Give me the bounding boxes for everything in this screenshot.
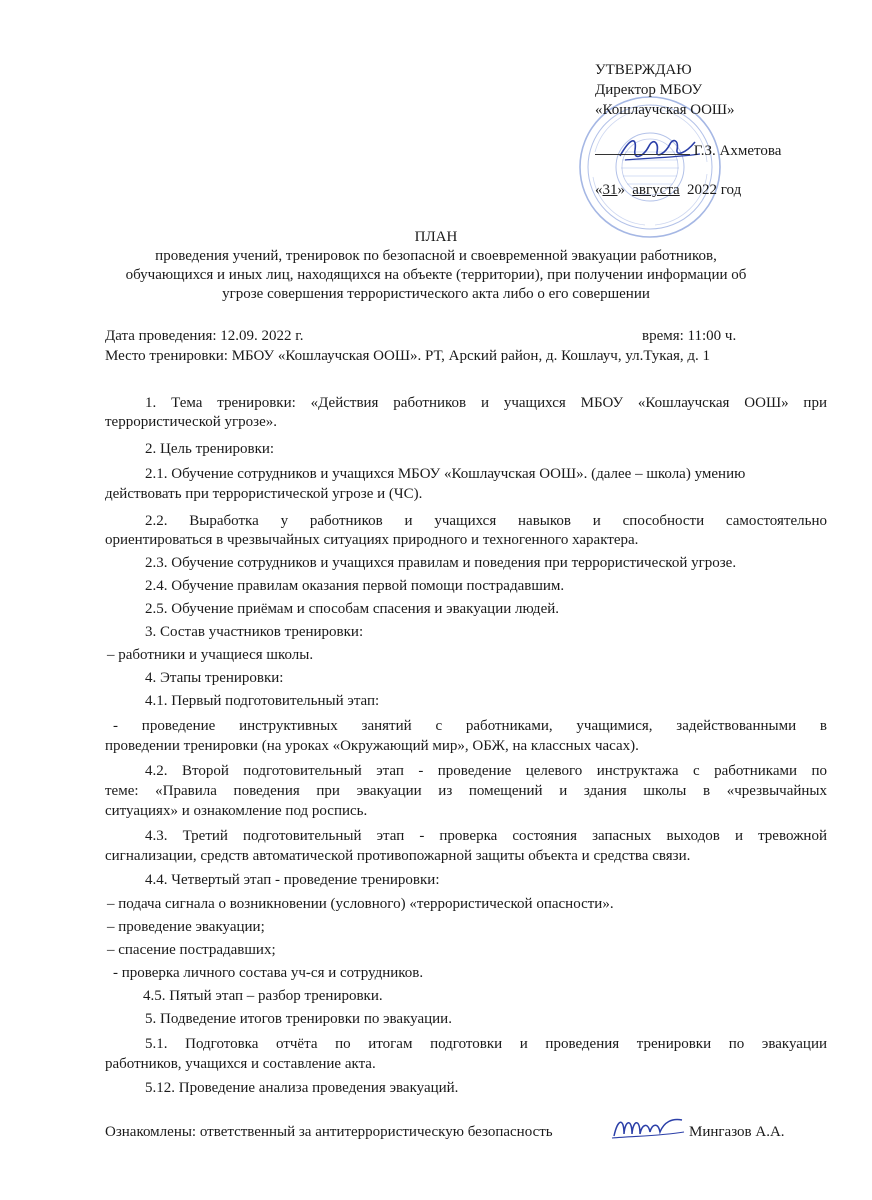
body-line: теме: «Правила поведения при эвакуации из помещений и здания школы в «чрезвычайных — [105, 783, 827, 799]
approval-block — [595, 60, 781, 200]
body-line: ситуациях» и ознакомление под роспись. — [105, 803, 368, 819]
body-line: - проверка личного состава уч-ся и сотрудников. — [113, 965, 424, 981]
body-line: 2.4. Обучение правилам оказания первой помощи пострадавшим. — [145, 578, 565, 594]
date-quote-close: » — [617, 182, 625, 198]
body-line: 4.2. Второй подготовительный этап - проведение целевого инструктажа с работниками по — [145, 763, 827, 779]
document-title: ПЛАН — [414, 229, 458, 245]
body-line: 3. Состав участников тренировки: — [145, 624, 364, 640]
document-subtitle — [100, 247, 772, 304]
body-line: проведении тренировки (на уроках «Окружающий мир», ОБЖ, на классных часах). — [105, 738, 639, 754]
body-line: сигнализации, средств автоматической противопожарной защиты объекта и средства связи. — [105, 848, 691, 864]
body-line: 2.2. Выработка у работников и учащихся навыков и способности самостоятельно — [145, 513, 827, 529]
body-line: 1. Тема тренировки: «Действия работников и учащихся МБОУ «Кошлаучская ООШ» при — [145, 395, 827, 411]
date-day: 31 — [602, 182, 618, 198]
body-line: 2.1. Обучение сотрудников и учащихся МБОУ «Кошлаучская ООШ». (далее – школа) умению — [145, 466, 746, 482]
date-year: 2022 год — [687, 182, 742, 198]
body-line: 4.3. Третий подготовительный этап - проверка состояния запасных выходов и тревожной — [145, 828, 827, 844]
subtitle-line: проведения учений, тренировок по безопасной и своевременной эвакуации работников, — [155, 248, 717, 264]
body-line: – спасение пострадавших; — [107, 942, 276, 958]
subtitle-line: угрозе совершения террористического акта либо о его совершении — [222, 286, 650, 302]
body-line: действовать при террористической угрозе и (ЧС). — [105, 486, 423, 502]
body-line: 2. Цель тренировки: — [145, 441, 275, 457]
body-line: - проведение инструктивных занятий с работниками, учащимися, задействованными в — [113, 718, 827, 734]
body-line: 2.5. Обучение приёмам и способам спасения и эвакуации людей. — [145, 601, 560, 617]
time-field: время: 11:00 ч. — [642, 328, 737, 344]
date-field: Дата проведения: 12.09. 2022 г. — [105, 328, 304, 344]
approval-organization: «Кошлаучская ООШ» — [595, 102, 735, 118]
body-line: 2.3. Обучение сотрудников и учащихся правилам и поведения при террористической угрозе. — [145, 555, 737, 571]
date-quote-open: « — [595, 182, 603, 198]
approval-signature-line — [595, 140, 781, 161]
body-line: ориентироваться в чрезвычайных ситуациях природного и техногенного характера. — [105, 532, 639, 548]
approval-signer: Г.З. Ахметова — [693, 143, 782, 159]
approval-position: Директор МБОУ — [595, 82, 703, 98]
acquainted-name: Мингазов А.А. — [689, 1124, 785, 1140]
body-line: – работники и учащиеся школы. — [107, 647, 314, 663]
body-line: 4.1. Первый подготовительный этап: — [145, 693, 380, 709]
date-month: августа — [632, 182, 680, 198]
subtitle-line: обучающихся и иных лиц, находящихся на объекте (территории), при получении информации об — [125, 267, 747, 283]
body-line: 5.12. Проведение анализа проведения эвакуаций. — [145, 1080, 459, 1096]
body-line: – подача сигнала о возникновении (условного) «террористической опасности». — [107, 896, 614, 912]
acquainted-label: Ознакомлены: ответственный за антитеррористическую безопасность — [105, 1124, 553, 1140]
approval-date — [595, 180, 781, 200]
body-line: 4.5. Пятый этап – разбор тренировки. — [143, 988, 383, 1004]
body-line: 5.1. Подготовка отчёта по итогам подготовки и проведения тренировки по эвакуации — [145, 1036, 827, 1052]
body-line: – проведение эвакуации; — [107, 919, 265, 935]
body-line: 4. Этапы тренировки: — [145, 670, 284, 686]
body-line: террористической угрозе». — [105, 414, 278, 430]
body-line: 4.4. Четвертый этап - проведение тренировки: — [145, 872, 440, 888]
place-field: Место тренировки: МБОУ «Кошлаучская ООШ». РТ, Арский район, д. Кошлауч, ул.Тукая, д. 1 — [105, 348, 711, 364]
responsible-signature-icon — [610, 1110, 686, 1144]
body-line: работников, учащихся и составление акта. — [105, 1056, 376, 1072]
body-line: 5. Подведение итогов тренировки по эвакуации. — [145, 1011, 452, 1027]
signature-underline — [595, 140, 690, 155]
approval-heading: УТВЕРЖДАЮ — [595, 62, 692, 78]
